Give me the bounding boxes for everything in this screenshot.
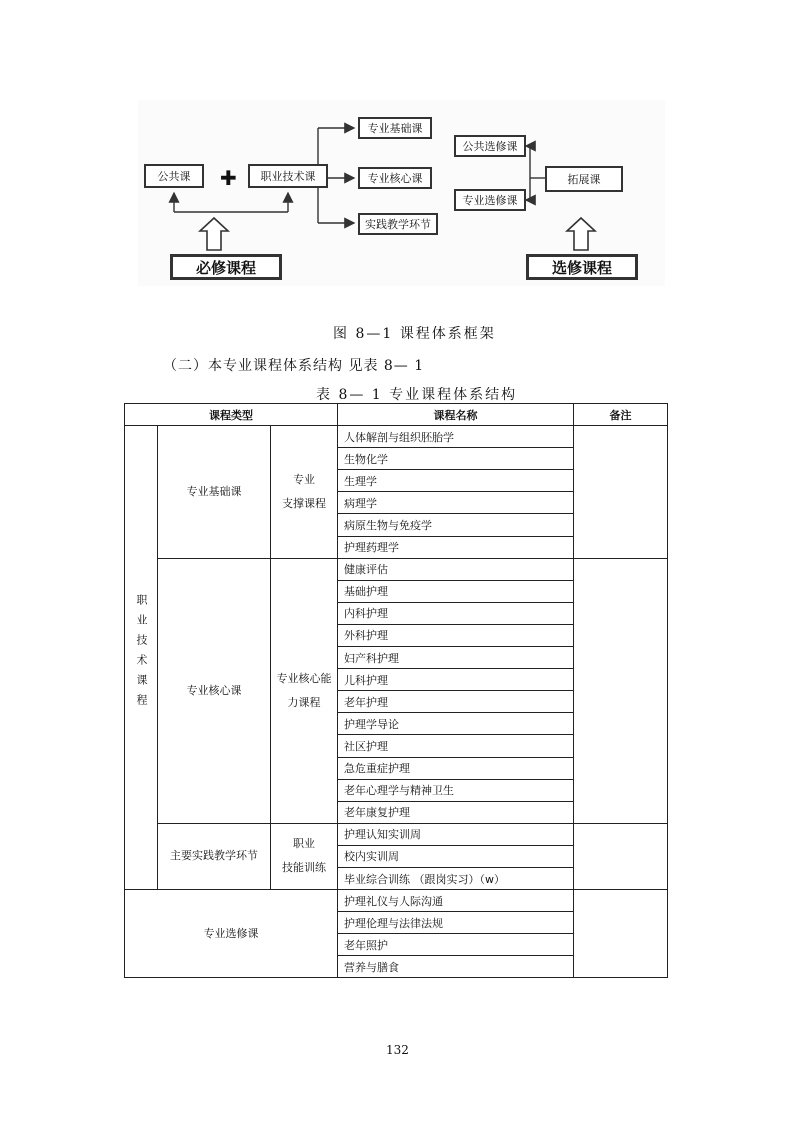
elective-courses-label: 选修课程 bbox=[526, 254, 638, 280]
core-course-box: 专业核心课 bbox=[358, 167, 432, 189]
core-category-cell: 专业核心课 bbox=[158, 558, 271, 823]
note-cell bbox=[574, 823, 668, 889]
note-cell bbox=[574, 426, 668, 559]
course-name-cell: 社区护理 bbox=[338, 735, 574, 757]
table-header-row bbox=[125, 404, 668, 426]
practice-subcategory-cell: 职业 技能训练 bbox=[271, 823, 338, 889]
table-row bbox=[125, 426, 668, 448]
vocational-course-box: 职业技术课 bbox=[248, 164, 328, 188]
major-elective-box: 专业选修课 bbox=[454, 189, 526, 211]
public-course-box: 公共课 bbox=[144, 164, 204, 188]
up-arrow-required bbox=[200, 218, 228, 250]
course-name-cell: 老年护理 bbox=[338, 691, 574, 713]
course-name-cell: 校内实训周 bbox=[338, 845, 574, 867]
vocational-group-label: 职业技术课程 bbox=[135, 593, 148, 714]
foundation-subcategory-cell: 专业 支撑课程 bbox=[271, 426, 338, 559]
note-cell bbox=[574, 890, 668, 978]
required-courses-label: 必修课程 bbox=[170, 254, 282, 280]
foundation-category-cell: 专业基础课 bbox=[158, 426, 271, 559]
course-name-cell: 外科护理 bbox=[338, 624, 574, 646]
course-name-cell: 护理学导论 bbox=[338, 713, 574, 735]
course-name-cell: 护理认知实训周 bbox=[338, 823, 574, 845]
course-name-cell: 病原生物与免疫学 bbox=[338, 514, 574, 536]
course-name-cell: 儿科护理 bbox=[338, 669, 574, 691]
course-name-cell: 生物化学 bbox=[338, 448, 574, 470]
course-name-cell: 老年照护 bbox=[338, 934, 574, 956]
table-row bbox=[125, 890, 668, 912]
figure-caption: 图 8—1 课程体系框架 bbox=[333, 326, 496, 342]
course-name-cell: 营养与膳食 bbox=[338, 956, 574, 978]
elective-category-cell: 专业选修课 bbox=[125, 890, 338, 978]
page-number: 132 bbox=[386, 1043, 409, 1057]
expansion-course-box: 拓展课 bbox=[545, 166, 623, 192]
course-name-cell: 内科护理 bbox=[338, 602, 574, 624]
course-name-cell: 病理学 bbox=[338, 492, 574, 514]
table-row bbox=[125, 823, 668, 845]
course-name-cell: 老年心理学与精神卫生 bbox=[338, 779, 574, 801]
course-name-cell: 健康评估 bbox=[338, 558, 574, 580]
header-course-name: 课程名称 bbox=[338, 404, 574, 426]
course-name-cell: 生理学 bbox=[338, 470, 574, 492]
course-name-cell: 急危重症护理 bbox=[338, 757, 574, 779]
course-name-cell: 护理伦理与法律法规 bbox=[338, 912, 574, 934]
core-subcategory-cell: 专业核心能 力课程 bbox=[271, 558, 338, 823]
section-heading: （二）本专业课程体系结构 见表 8— 1 bbox=[163, 358, 425, 374]
course-framework-diagram bbox=[138, 100, 665, 286]
course-name-cell: 护理礼仪与人际沟通 bbox=[338, 890, 574, 912]
course-name-cell: 老年康复护理 bbox=[338, 801, 574, 823]
table-row bbox=[125, 558, 668, 580]
header-course-type: 课程类型 bbox=[125, 404, 338, 426]
plus-icon: ✚ bbox=[220, 166, 237, 190]
practice-category-cell: 主要实践教学环节 bbox=[158, 823, 271, 889]
up-arrow-elective bbox=[567, 218, 595, 250]
course-name-cell: 基础护理 bbox=[338, 580, 574, 602]
table-caption: 表 8— 1 专业课程体系结构 bbox=[316, 387, 518, 403]
course-name-cell: 护理药理学 bbox=[338, 536, 574, 558]
course-name-cell: 毕业综合训练 （跟岗实习）（w） bbox=[338, 867, 574, 889]
practice-box: 实践教学环节 bbox=[358, 213, 438, 235]
public-elective-box: 公共选修课 bbox=[454, 135, 526, 157]
course-name-cell: 人体解剖与组织胚胎学 bbox=[338, 426, 574, 448]
vocational-group-cell bbox=[125, 426, 158, 890]
course-name-cell: 妇产科护理 bbox=[338, 647, 574, 669]
header-note: 备注 bbox=[574, 404, 668, 426]
foundation-course-box: 专业基础课 bbox=[358, 117, 432, 139]
note-cell bbox=[574, 558, 668, 823]
course-structure-table bbox=[124, 403, 668, 978]
